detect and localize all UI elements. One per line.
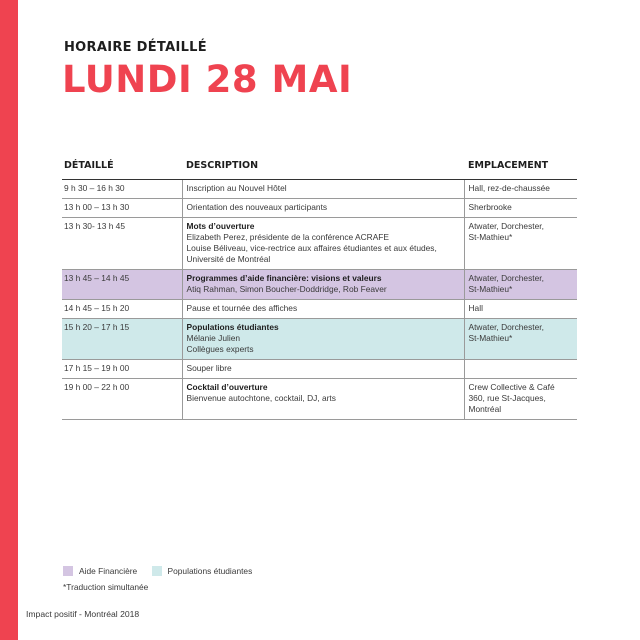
table-row — [62, 270, 577, 300]
legend-item-populations — [152, 566, 253, 576]
page-kicker: HORAIRE DÉTAILLÉ — [64, 40, 207, 55]
row-time: 14 h 45 – 15 h 20 — [62, 300, 182, 319]
row-location-line: St-Mathieu* — [468, 232, 513, 242]
row-time: 19 h 00 – 22 h 00 — [62, 379, 182, 420]
table-row — [62, 319, 577, 360]
row-location-line: St-Mathieu* — [468, 333, 513, 343]
translation-note: *Traduction simultanée — [63, 582, 149, 592]
row-detail-line: Louise Béliveau, vice-rectrice aux affaires étudiantes et aux études, — [186, 243, 437, 253]
row-location-line: St-Mathieu* — [468, 284, 513, 294]
row-description — [182, 360, 464, 379]
row-location — [464, 180, 577, 199]
row-location-line: Atwater, Dorchester, — [468, 221, 544, 231]
row-title: Cocktail d’ouverture — [186, 382, 268, 392]
row-location — [464, 199, 577, 218]
table-row — [62, 218, 577, 270]
row-location-line: Atwater, Dorchester, — [468, 273, 544, 283]
legend-item-aid — [63, 566, 137, 576]
table-row — [62, 180, 577, 199]
row-location — [464, 319, 577, 360]
table-row — [62, 379, 577, 420]
row-location-line: 360, rue St-Jacques, Montréal — [468, 393, 546, 414]
row-title: Programmes d’aide financière: visions et valeurs — [186, 273, 382, 283]
legend-swatch-aid — [63, 566, 73, 576]
row-time: 13 h 00 – 13 h 30 — [62, 199, 182, 218]
row-description — [182, 379, 464, 420]
row-detail-line: Atiq Rahman, Simon Boucher-Doddridge, Rob Feaver — [186, 284, 387, 294]
row-time: 15 h 20 – 17 h 15 — [62, 319, 182, 360]
row-detail-line: Collègues experts — [186, 344, 254, 354]
legend-swatch-populations — [152, 566, 162, 576]
table-row — [62, 300, 577, 319]
row-location — [464, 270, 577, 300]
row-title: Populations étudiantes — [186, 322, 279, 332]
row-description — [182, 300, 464, 319]
row-location — [464, 379, 577, 420]
row-title: Mots d’ouverture — [186, 221, 255, 231]
row-time: 9 h 30 – 16 h 30 — [62, 180, 182, 199]
row-time: 13 h 30- 13 h 45 — [62, 218, 182, 270]
page-footer: Impact positif - Montréal 2018 — [26, 609, 140, 619]
row-location-line: Crew Collective & Café — [468, 382, 555, 392]
col-header-time: DÉTAILLÉ — [62, 156, 182, 180]
legend-label-aid: Aide Financière — [79, 566, 138, 576]
row-description — [182, 180, 464, 199]
legend — [63, 566, 264, 578]
table-row — [62, 360, 577, 379]
row-location — [464, 360, 577, 379]
col-header-location: EMPLACEMENT — [464, 156, 577, 180]
row-title: Pause et tournée des affiches — [186, 303, 298, 313]
table-header-row — [62, 156, 577, 180]
row-description — [182, 270, 464, 300]
row-description — [182, 319, 464, 360]
page-title: LUNDI 28 MAI — [62, 58, 353, 101]
row-title: Souper libre — [186, 363, 232, 373]
row-location-line: Hall, rez-de-chaussée — [468, 183, 550, 193]
row-time: 13 h 45 – 14 h 45 — [62, 270, 182, 300]
row-time: 17 h 15 – 19 h 00 — [62, 360, 182, 379]
row-location-line: Sherbrooke — [468, 202, 512, 212]
row-title: Orientation des nouveaux participants — [186, 202, 328, 212]
table-row — [62, 199, 577, 218]
row-detail-line: Université de Montréal — [186, 254, 271, 264]
schedule-table — [62, 156, 577, 420]
row-title: Inscription au Nouvel Hôtel — [186, 183, 287, 193]
col-header-description: DESCRIPTION — [182, 156, 464, 180]
row-description — [182, 218, 464, 270]
row-location-line: Atwater, Dorchester, — [468, 322, 544, 332]
row-detail-line: Bienvenue autochtone, cocktail, DJ, arts — [186, 393, 336, 403]
left-accent-bar — [0, 0, 18, 640]
row-detail-line: Mélanie Julien — [186, 333, 241, 343]
row-location — [464, 300, 577, 319]
row-location — [464, 218, 577, 270]
row-location-line: Hall — [468, 303, 483, 313]
row-detail-line: Elizabeth Perez, présidente de la conférence ACRAFE — [186, 232, 390, 242]
row-description — [182, 199, 464, 218]
legend-label-populations: Populations étudiantes — [167, 566, 253, 576]
